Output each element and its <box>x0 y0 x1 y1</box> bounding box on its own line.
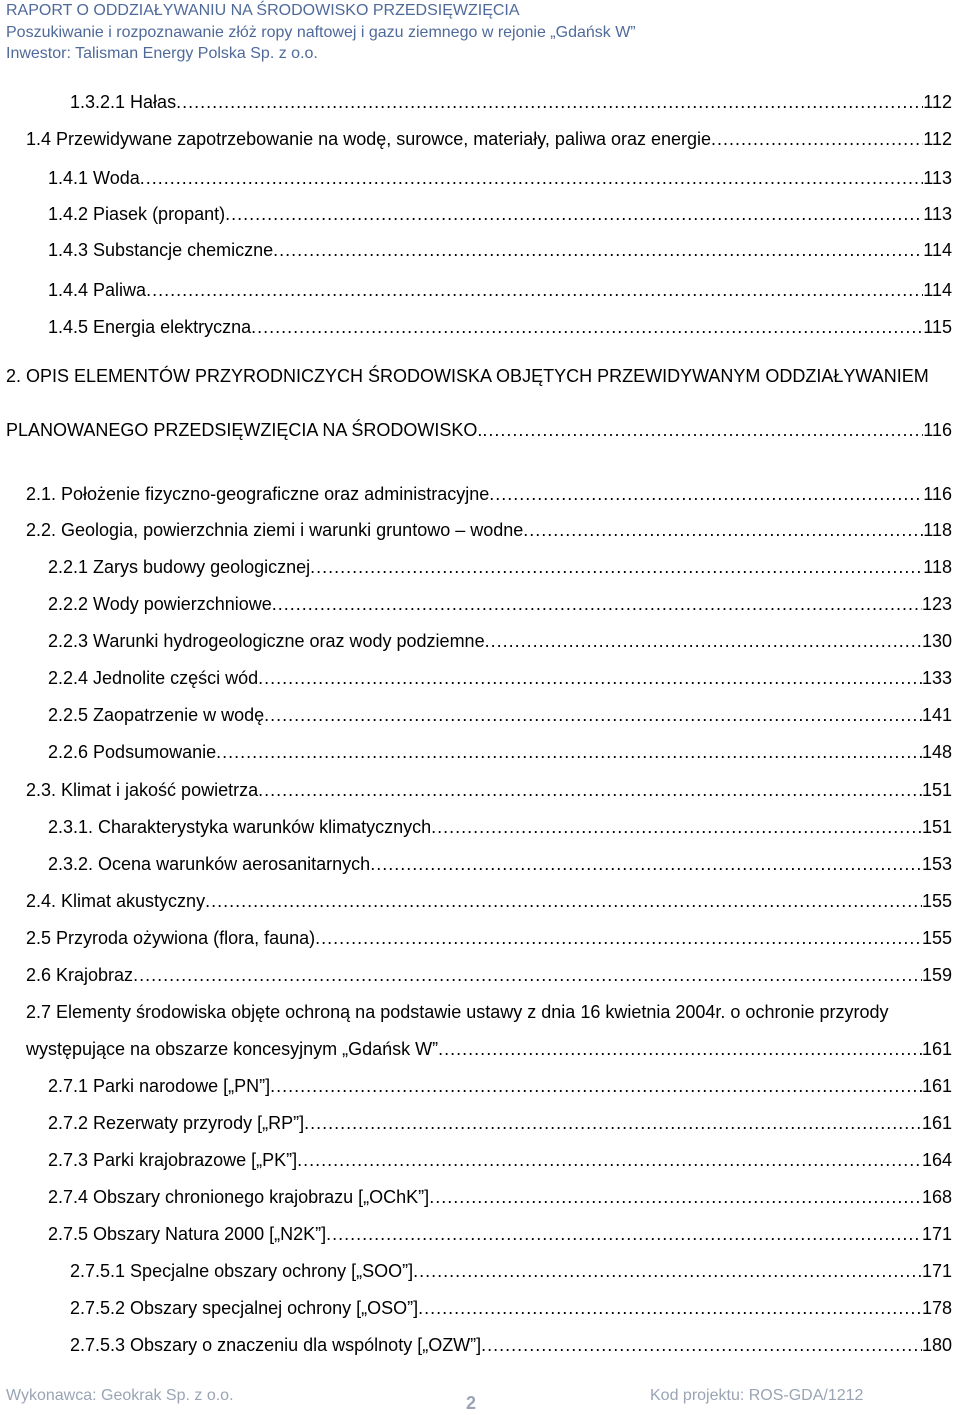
toc-entry-1-3-2-1[interactable] <box>70 92 952 116</box>
toc-entry-2-2-3[interactable] <box>48 631 952 655</box>
toc-leader-dots <box>438 1039 922 1060</box>
toc-entry-text: 1.3.2.1 Hałas <box>70 92 177 112</box>
toc-entry-text: występujące na obszarze koncesyjnym „Gdańsk W” <box>26 1039 439 1059</box>
toc-leader-dots <box>251 317 923 338</box>
toc-page-number: 155 <box>921 928 952 948</box>
toc-entry-text: 1.4.3 Substancje chemiczne <box>48 240 274 260</box>
toc-entry-text: 1.4 Przewidywane zapotrzebowanie na wodę, surowce, materiały, paliwa oraz energie <box>26 129 712 149</box>
toc-entry-1-4-3[interactable] <box>48 240 952 264</box>
toc-entry-text: 2.7.5.2 Obszary specjalnej ochrony [„OSO”] <box>70 1298 419 1318</box>
toc-leader-dots <box>140 168 924 189</box>
toc-entry-text: 2.7.2 Rezerwaty przyrody [„RP”] <box>48 1113 305 1133</box>
toc-entry-2-7-5-1[interactable] <box>70 1261 952 1285</box>
toc-page-number: 168 <box>921 1187 952 1207</box>
toc-page-number: 161 <box>921 1076 952 1096</box>
toc-entry-2-2-6[interactable] <box>48 742 952 766</box>
toc-page-number: 151 <box>921 817 952 837</box>
toc-entry-text: 2.2.5 Zaopatrzenie w wodę <box>48 705 265 725</box>
toc-page-number: 151 <box>921 780 952 800</box>
toc-page-number: 133 <box>921 668 952 688</box>
toc-page-number: 118 <box>923 520 952 540</box>
toc-entry-text: 2.2.4 Jednolite części wód <box>48 668 259 688</box>
header-investor: Inwestor: Talisman Energy Polska Sp. z o.o. <box>6 45 318 62</box>
toc-entry-1-4-5[interactable] <box>48 317 952 341</box>
toc-entry-text: 2.7.5.1 Specjalne obszary ochrony [„SOO”] <box>70 1261 414 1281</box>
toc-leader-dots <box>146 280 923 301</box>
toc-page-number: 116 <box>923 484 952 504</box>
toc-page-number: 171 <box>921 1224 952 1244</box>
toc-entry-text: 2.7.3 Parki krajobrazowe [„PK”] <box>48 1150 298 1170</box>
toc-leader-dots <box>270 1076 922 1097</box>
toc-leader-dots <box>273 240 923 261</box>
toc-leader-dots <box>429 1187 922 1208</box>
toc-leader-dots <box>326 1224 922 1245</box>
toc-entry-2[interactable] <box>6 420 952 444</box>
toc-entry-1-4-1[interactable] <box>48 168 952 192</box>
toc-page-number: 112 <box>923 92 952 112</box>
toc-entry-text: 1.4.2 Piasek (propant) <box>48 204 226 224</box>
toc-entry-text: 2.2.2 Wody powierzchniowe <box>48 594 272 614</box>
toc-entry-2-2-2[interactable] <box>48 594 952 618</box>
toc-entry-text: 2.2.3 Warunki hydrogeologiczne oraz wody podziemne <box>48 631 485 651</box>
toc-leader-dots <box>225 204 923 225</box>
toc-leader-dots <box>258 780 922 801</box>
toc-page-number: 115 <box>923 317 952 337</box>
toc-entry-text: 1.4.5 Energia elektryczna <box>48 317 252 337</box>
toc-page-number: 164 <box>921 1150 952 1170</box>
toc-leader-dots <box>258 668 922 689</box>
toc-page-number: 118 <box>923 557 952 577</box>
toc-entry-1-4-2[interactable] <box>48 204 952 228</box>
toc-entry-text: 2.6 Krajobraz <box>26 965 134 985</box>
toc-entry-2-7-5[interactable] <box>48 1224 952 1248</box>
toc-entry-2-2-5[interactable] <box>48 705 952 729</box>
toc-entry-text: 2.1. Położenie fizyczno-geograficzne oraz administracyjne <box>26 484 490 504</box>
toc-page-number: 153 <box>921 854 952 874</box>
toc-entry-text: 2.7.5.3 Obszary o znaczeniu dla wspólnoty [„OZW”] <box>70 1335 482 1355</box>
toc-entry-text: 1.4.4 Paliwa <box>48 280 147 300</box>
toc-entry-text: 2.7.4 Obszary chronionego krajobrazu [„OChK”] <box>48 1187 430 1207</box>
toc-entry-text: 2.5 Przyroda ożywiona (flora, fauna) <box>26 928 316 948</box>
toc-page-number: 178 <box>921 1298 952 1318</box>
toc-leader-dots <box>370 854 922 875</box>
toc-page-number: 180 <box>921 1335 952 1355</box>
toc-page-number: 123 <box>921 594 952 614</box>
toc-page-number: 161 <box>921 1039 952 1059</box>
toc-entry-2-4[interactable] <box>26 891 952 915</box>
toc-page-number: 159 <box>921 965 952 985</box>
toc-entry-2-1[interactable] <box>26 484 952 508</box>
toc-entry-text: 1.4.1 Woda <box>48 168 140 188</box>
toc-page-number: 171 <box>921 1261 952 1281</box>
toc-entry-2-2-4[interactable] <box>48 668 952 692</box>
toc-entry-2-7-3[interactable] <box>48 1150 952 1174</box>
toc-entry-2-line1: 2. OPIS ELEMENTÓW PRZYRODNICZYCH ŚRODOWISKA OBJĘTYCH PRZEWIDYWANYM ODDZIAŁYWANIEM <box>6 366 929 386</box>
toc-page-number: 141 <box>921 705 952 725</box>
footer-page-number: 2 <box>466 1393 477 1413</box>
toc-leader-dots <box>133 965 922 986</box>
toc-entry-1-4-4[interactable] <box>48 280 952 304</box>
toc-entry-2-7-5-2[interactable] <box>70 1298 952 1322</box>
toc-entry-text: 2.3.1. Charakterystyka warunków klimatycznych <box>48 817 432 837</box>
toc-entry-2-7-4[interactable] <box>48 1187 952 1211</box>
toc-leader-dots <box>482 420 923 441</box>
toc-leader-dots <box>304 1113 922 1134</box>
toc-page-number: 148 <box>921 742 952 762</box>
footer-contractor: Wykonawca: Geokrak Sp. z o.o. <box>6 1387 234 1404</box>
toc-entry-2-2-1[interactable] <box>48 557 952 581</box>
toc-entry-2-6[interactable] <box>26 965 952 989</box>
toc-entry-text: PLANOWANEGO PRZEDSIĘWZIĘCIA NA ŚRODOWISKO. <box>6 420 483 440</box>
toc-leader-dots <box>485 631 922 652</box>
toc-entry-text: 2.2.6 Podsumowanie <box>48 742 217 762</box>
toc-leader-dots <box>481 1335 922 1356</box>
toc-entry-text: 2.2. Geologia, powierzchnia ziemi i warunki gruntowo – wodne <box>26 520 524 540</box>
toc-leader-dots <box>711 129 923 150</box>
toc-entry-text: 2.2.1 Zarys budowy geologicznej <box>48 557 311 577</box>
toc-page-number: 155 <box>921 891 952 911</box>
toc-leader-dots <box>205 891 922 912</box>
toc-entry-2-3-1[interactable] <box>48 817 952 841</box>
toc-leader-dots <box>272 594 922 615</box>
toc-entry-2-7-line1: 2.7 Elementy środowiska objęte ochroną na podstawie ustawy z dnia 16 kwietnia 2004r. o ochronie przyrody <box>26 1002 889 1022</box>
page-footer <box>0 1375 960 1415</box>
toc-page-number: 161 <box>921 1113 952 1133</box>
toc-entry-2-7-2[interactable] <box>48 1113 952 1137</box>
toc-page-number: 130 <box>921 631 952 651</box>
toc-entry-2-2[interactable] <box>26 520 952 544</box>
header-subtitle: Poszukiwanie i rozpoznawanie złóż ropy naftowej i gazu ziemnego w rejonie „Gdańsk W” <box>6 23 636 41</box>
toc-entry-text: 2.3. Klimat i jakość powietrza <box>26 780 259 800</box>
toc-entry-text: 2.7.1 Parki narodowe [„PN”] <box>48 1076 271 1096</box>
footer-project-code: Kod projektu: ROS-GDA/1212 <box>650 1387 864 1404</box>
toc-entry-2-5[interactable] <box>26 928 952 952</box>
toc-leader-dots <box>523 520 923 541</box>
toc-leader-dots <box>297 1150 922 1171</box>
toc-leader-dots <box>431 817 922 838</box>
toc-leader-dots <box>264 705 922 726</box>
toc-leader-dots <box>315 928 922 949</box>
toc-entry-text: 2.7.5 Obszary Natura 2000 [„N2K”] <box>48 1224 327 1244</box>
toc-leader-dots <box>413 1261 922 1282</box>
header-title: RAPORT O ODDZIAŁYWANIU NA ŚRODOWISKO PRZEDSIĘWZIĘCIA <box>6 2 520 19</box>
toc-page-number: 114 <box>923 240 952 260</box>
toc-entry-2-7[interactable] <box>26 1039 952 1063</box>
toc-entry-2-7-5-3[interactable] <box>70 1335 952 1359</box>
toc-leader-dots <box>176 92 923 113</box>
toc-entry-2-3-2[interactable] <box>48 854 952 878</box>
toc-page-number: 112 <box>923 129 952 149</box>
toc-page-number: 116 <box>923 420 952 440</box>
toc-leader-dots <box>310 557 923 578</box>
toc-leader-dots <box>418 1298 922 1319</box>
toc-page-number: 114 <box>923 280 952 300</box>
toc-page-number: 113 <box>923 204 952 224</box>
toc-entry-2-3[interactable] <box>26 780 952 804</box>
toc-entry-1-4[interactable] <box>26 129 952 153</box>
toc-entry-text: 2.3.2. Ocena warunków aerosanitarnych <box>48 854 371 874</box>
toc-page-number: 113 <box>923 168 952 188</box>
toc-leader-dots <box>489 484 923 505</box>
toc-leader-dots <box>216 742 922 763</box>
toc-entry-2-7-1[interactable] <box>48 1076 952 1100</box>
toc-entry-text: 2.4. Klimat akustyczny <box>26 891 206 911</box>
